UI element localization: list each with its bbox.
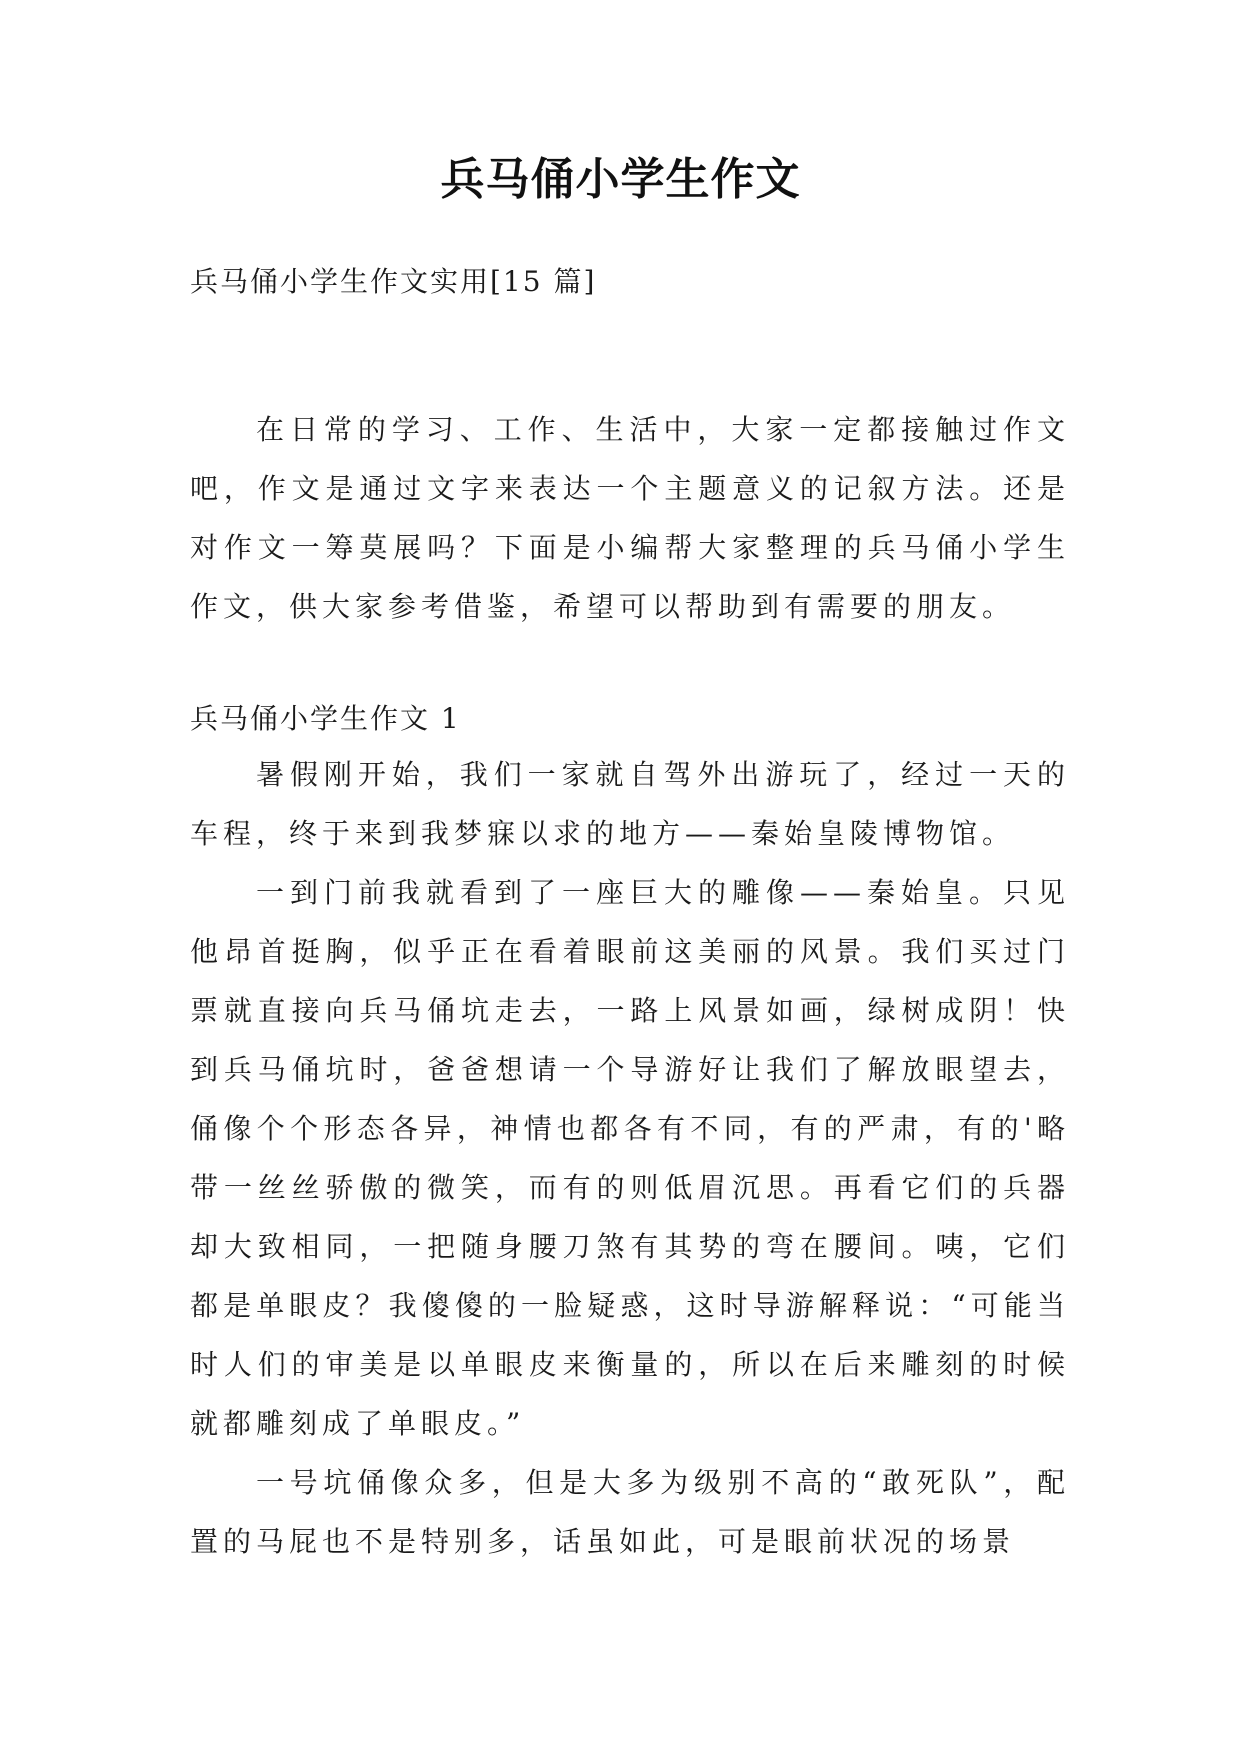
intro-section xyxy=(190,400,1070,636)
document-subtitle: 兵马俑小学生作文实用[15 篇] xyxy=(190,265,597,298)
essay-paragraph-3: 一号坑俑像众多，但是大多为级别不高的“敢死队”，配置的马屁也不是特别多，话虽如此，可是眼前状况的场景 xyxy=(190,1466,1070,1558)
essay-paragraph-1: 暑假刚开始，我们一家就自驾外出游玩了，经过一天的车程，终于来到我梦寐以求的地方——秦始皇陵博物馆。 xyxy=(190,758,1070,850)
essay-body xyxy=(190,745,1070,1571)
essay-paragraph-2: 一到门前我就看到了一座巨大的雕像——秦始皇。只见他昂首挺胸，似乎正在看着眼前这美丽的风景。我们买过门票就直接向兵马俑坑走去，一路上风景如画，绿树成阴！快到兵马俑坑时，爸爸想请一个导游好让我们了解放眼望去，俑像个个形态各异，神情也都各有不同，有的严肃，有的'略带一丝丝骄傲的微笑，而有的则低眉沉思。再看它们的兵器却大致相同，一把随身腰刀煞有其势的弯在腰间。咦，它们都是单眼皮？我傻傻的一脸疑惑，这时导游解释说：“可能当时人们的审美是以单眼皮来衡量的，所以在后来雕刻的时候就都雕刻成了单眼皮。” xyxy=(190,876,1070,1440)
section-heading: 兵马俑小学生作文 1 xyxy=(190,702,461,735)
intro-paragraph: 在日常的学习、工作、生活中，大家一定都接触过作文吧，作文是通过文字来表达一个主题意义的记叙方法。还是对作文一筹莫展吗？下面是小编帮大家整理的兵马俑小学生作文，供大家参考借鉴，希望可以帮助到有需要的朋友。 xyxy=(190,413,1070,623)
document-title: 兵马俑小学生作文 xyxy=(440,154,801,205)
